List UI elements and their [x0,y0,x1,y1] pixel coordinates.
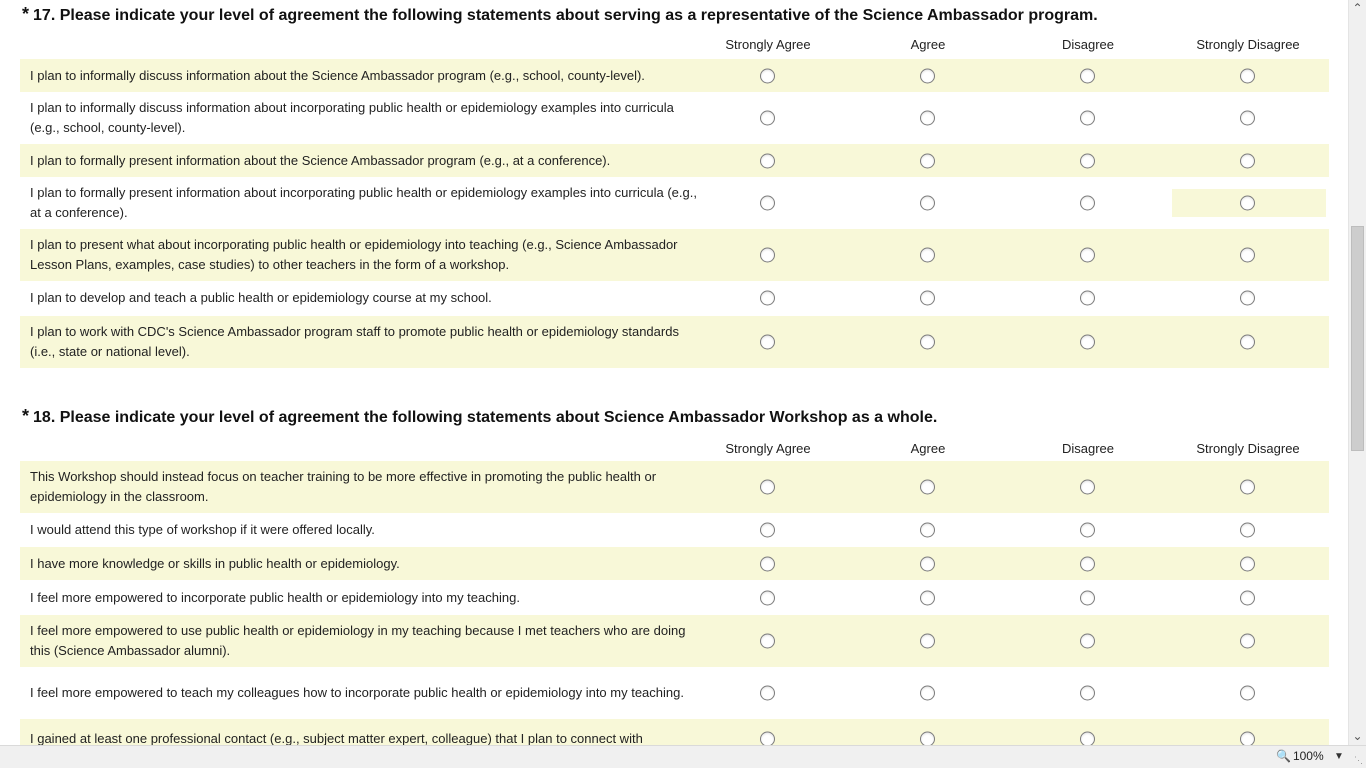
radio-agree[interactable] [920,590,935,605]
radio-strongly-agree[interactable] [760,290,775,305]
scale-header-1: Agree [910,37,946,52]
matrix-row [20,719,1329,745]
radio-disagree[interactable] [1080,480,1095,495]
radio-disagree[interactable] [1080,153,1095,168]
statement-text: I have more knowledge or skills in public health or epidemiology. [30,555,400,571]
statement-text: I feel more empowered to teach my colleagues how to incorporate public health or epidemiology into my teaching. [30,685,684,700]
statement-text: I plan to informally discuss information about incorporating public health or epidemiology examples into curricula (e.g., school, county-level). [30,100,674,135]
statement-text: I plan to formally present information about incorporating public health or epidemiology examples into curricula (e.g., at a conference). [30,185,697,220]
radio-strongly-agree[interactable] [760,196,775,211]
radio-strongly-agree[interactable] [760,248,775,263]
matrix-row [20,316,1329,368]
question-17-title: * 17. Please indicate your level of agreement the following statements about serving as a representative of the Science Ambassador program. [22,4,1098,24]
radio-strongly-agree[interactable] [760,556,775,571]
scale-header-0: Strongly Agree [725,37,811,52]
resize-grip-icon: ⋱ [1354,755,1363,765]
radio-strongly-disagree[interactable] [1240,111,1255,126]
question-18-title: * 18. Please indicate your level of agreement the following statements about Science Ambassador Workshop as a whole. [22,406,938,426]
matrix-row [20,513,1329,546]
radio-strongly-disagree[interactable] [1240,290,1255,305]
radio-strongly-disagree[interactable] [1240,480,1255,495]
radio-strongly-agree[interactable] [760,590,775,605]
matrix-row [20,177,1329,229]
radio-disagree[interactable] [1080,335,1095,350]
matrix-row [20,92,1329,144]
radio-disagree[interactable] [1080,590,1095,605]
radio-agree[interactable] [920,196,935,211]
radio-disagree[interactable] [1080,68,1095,83]
radio-agree[interactable] [920,290,935,305]
radio-agree[interactable] [920,634,935,649]
status-bar [0,745,1366,768]
statement-text: I plan to work with CDC's Science Ambassador program staff to promote public health or epidemiology standards (i.e., state or national level). [30,324,679,359]
radio-disagree[interactable] [1080,248,1095,263]
scroll-up-arrow-icon[interactable]: ⌃ [1352,1,1363,15]
radio-disagree[interactable] [1080,634,1095,649]
statement-text: I feel more empowered to use public health or epidemiology in my teaching because I met teachers who are doing this (Science Ambassador alumni). [30,623,686,658]
vertical-scrollbar[interactable] [1348,0,1366,745]
matrix-row [20,281,1329,314]
zoom-magnifier-icon: 🔍 [1276,749,1291,763]
radio-strongly-agree[interactable] [760,68,775,83]
scale-header-1: Agree [910,441,946,456]
radio-strongly-disagree[interactable] [1240,153,1255,168]
radio-disagree[interactable] [1080,686,1095,701]
radio-strongly-agree[interactable] [760,111,775,126]
radio-strongly-agree[interactable] [760,335,775,350]
zoom-dropdown-arrow-icon[interactable]: ▼ [1334,751,1344,762]
radio-strongly-agree[interactable] [760,522,775,537]
scale-header-3: Strongly Disagree [1196,37,1300,52]
radio-agree[interactable] [920,335,935,350]
zoom-control[interactable]: 🔍 100% [1276,749,1324,763]
statement-text: I plan to formally present information about the Science Ambassador program (e.g., at a conference). [30,152,611,168]
scroll-down-arrow-icon[interactable]: ⌄ [1352,729,1363,743]
radio-agree[interactable] [920,68,935,83]
radio-agree[interactable] [920,480,935,495]
radio-strongly-disagree[interactable] [1240,522,1255,537]
statement-text: This Workshop should instead focus on teacher training to be more effective in promoting the public health or epidemiology in the classroom. [30,469,657,504]
matrix-row [20,144,1329,177]
radio-agree[interactable] [920,522,935,537]
radio-strongly-disagree[interactable] [1240,732,1255,746]
radio-strongly-disagree[interactable] [1240,68,1255,83]
radio-strongly-disagree[interactable] [1240,556,1255,571]
radio-strongly-disagree[interactable] [1240,248,1255,263]
matrix-row [20,615,1329,667]
radio-disagree[interactable] [1080,556,1095,571]
radio-strongly-disagree[interactable] [1240,686,1255,701]
radio-strongly-agree[interactable] [760,480,775,495]
matrix-row [20,461,1329,513]
radio-strongly-agree[interactable] [760,686,775,701]
radio-strongly-agree[interactable] [760,153,775,168]
matrix-row [20,581,1329,614]
statement-text: I plan to informally discuss information about the Science Ambassador program (e.g., school, county-level). [30,67,645,83]
scale-header-3: Strongly Disagree [1196,441,1300,456]
radio-strongly-disagree[interactable] [1240,335,1255,350]
radio-agree[interactable] [920,732,935,746]
statement-text: I would attend this type of workshop if it were offered locally. [30,521,375,537]
radio-strongly-disagree[interactable] [1240,196,1255,211]
radio-agree[interactable] [920,153,935,168]
radio-agree[interactable] [920,686,935,701]
radio-disagree[interactable] [1080,732,1095,746]
radio-strongly-agree[interactable] [760,634,775,649]
matrix-row [20,229,1329,281]
statement-text: I feel more empowered to incorporate public health or epidemiology into my teaching. [30,589,520,605]
matrix-row [20,59,1329,92]
statement-text: I gained at least one professional contact (e.g., subject matter expert, colleague) that I plan to connect with [30,731,643,745]
scale-header-2: Disagree [1061,37,1115,52]
matrix-row [20,547,1329,580]
radio-disagree[interactable] [1080,111,1095,126]
radio-disagree[interactable] [1080,522,1095,537]
scrollbar-thumb[interactable] [1351,226,1364,451]
radio-strongly-disagree[interactable] [1240,590,1255,605]
radio-agree[interactable] [920,556,935,571]
matrix-row [20,667,1329,719]
radio-agree[interactable] [920,111,935,126]
statement-text: I plan to present what about incorporating public health or epidemiology into teaching (e.g., Science Ambassador Lesson Plans, examples, case studies) to other teachers in the form of a workshop. [30,237,678,272]
radio-agree[interactable] [920,248,935,263]
radio-disagree[interactable] [1080,196,1095,211]
scale-header-2: Disagree [1061,441,1115,456]
radio-disagree[interactable] [1080,290,1095,305]
radio-strongly-agree[interactable] [760,732,775,746]
scale-header-0: Strongly Agree [725,441,811,456]
radio-strongly-disagree[interactable] [1240,634,1255,649]
statement-text: I plan to develop and teach a public health or epidemiology course at my school. [30,289,492,305]
